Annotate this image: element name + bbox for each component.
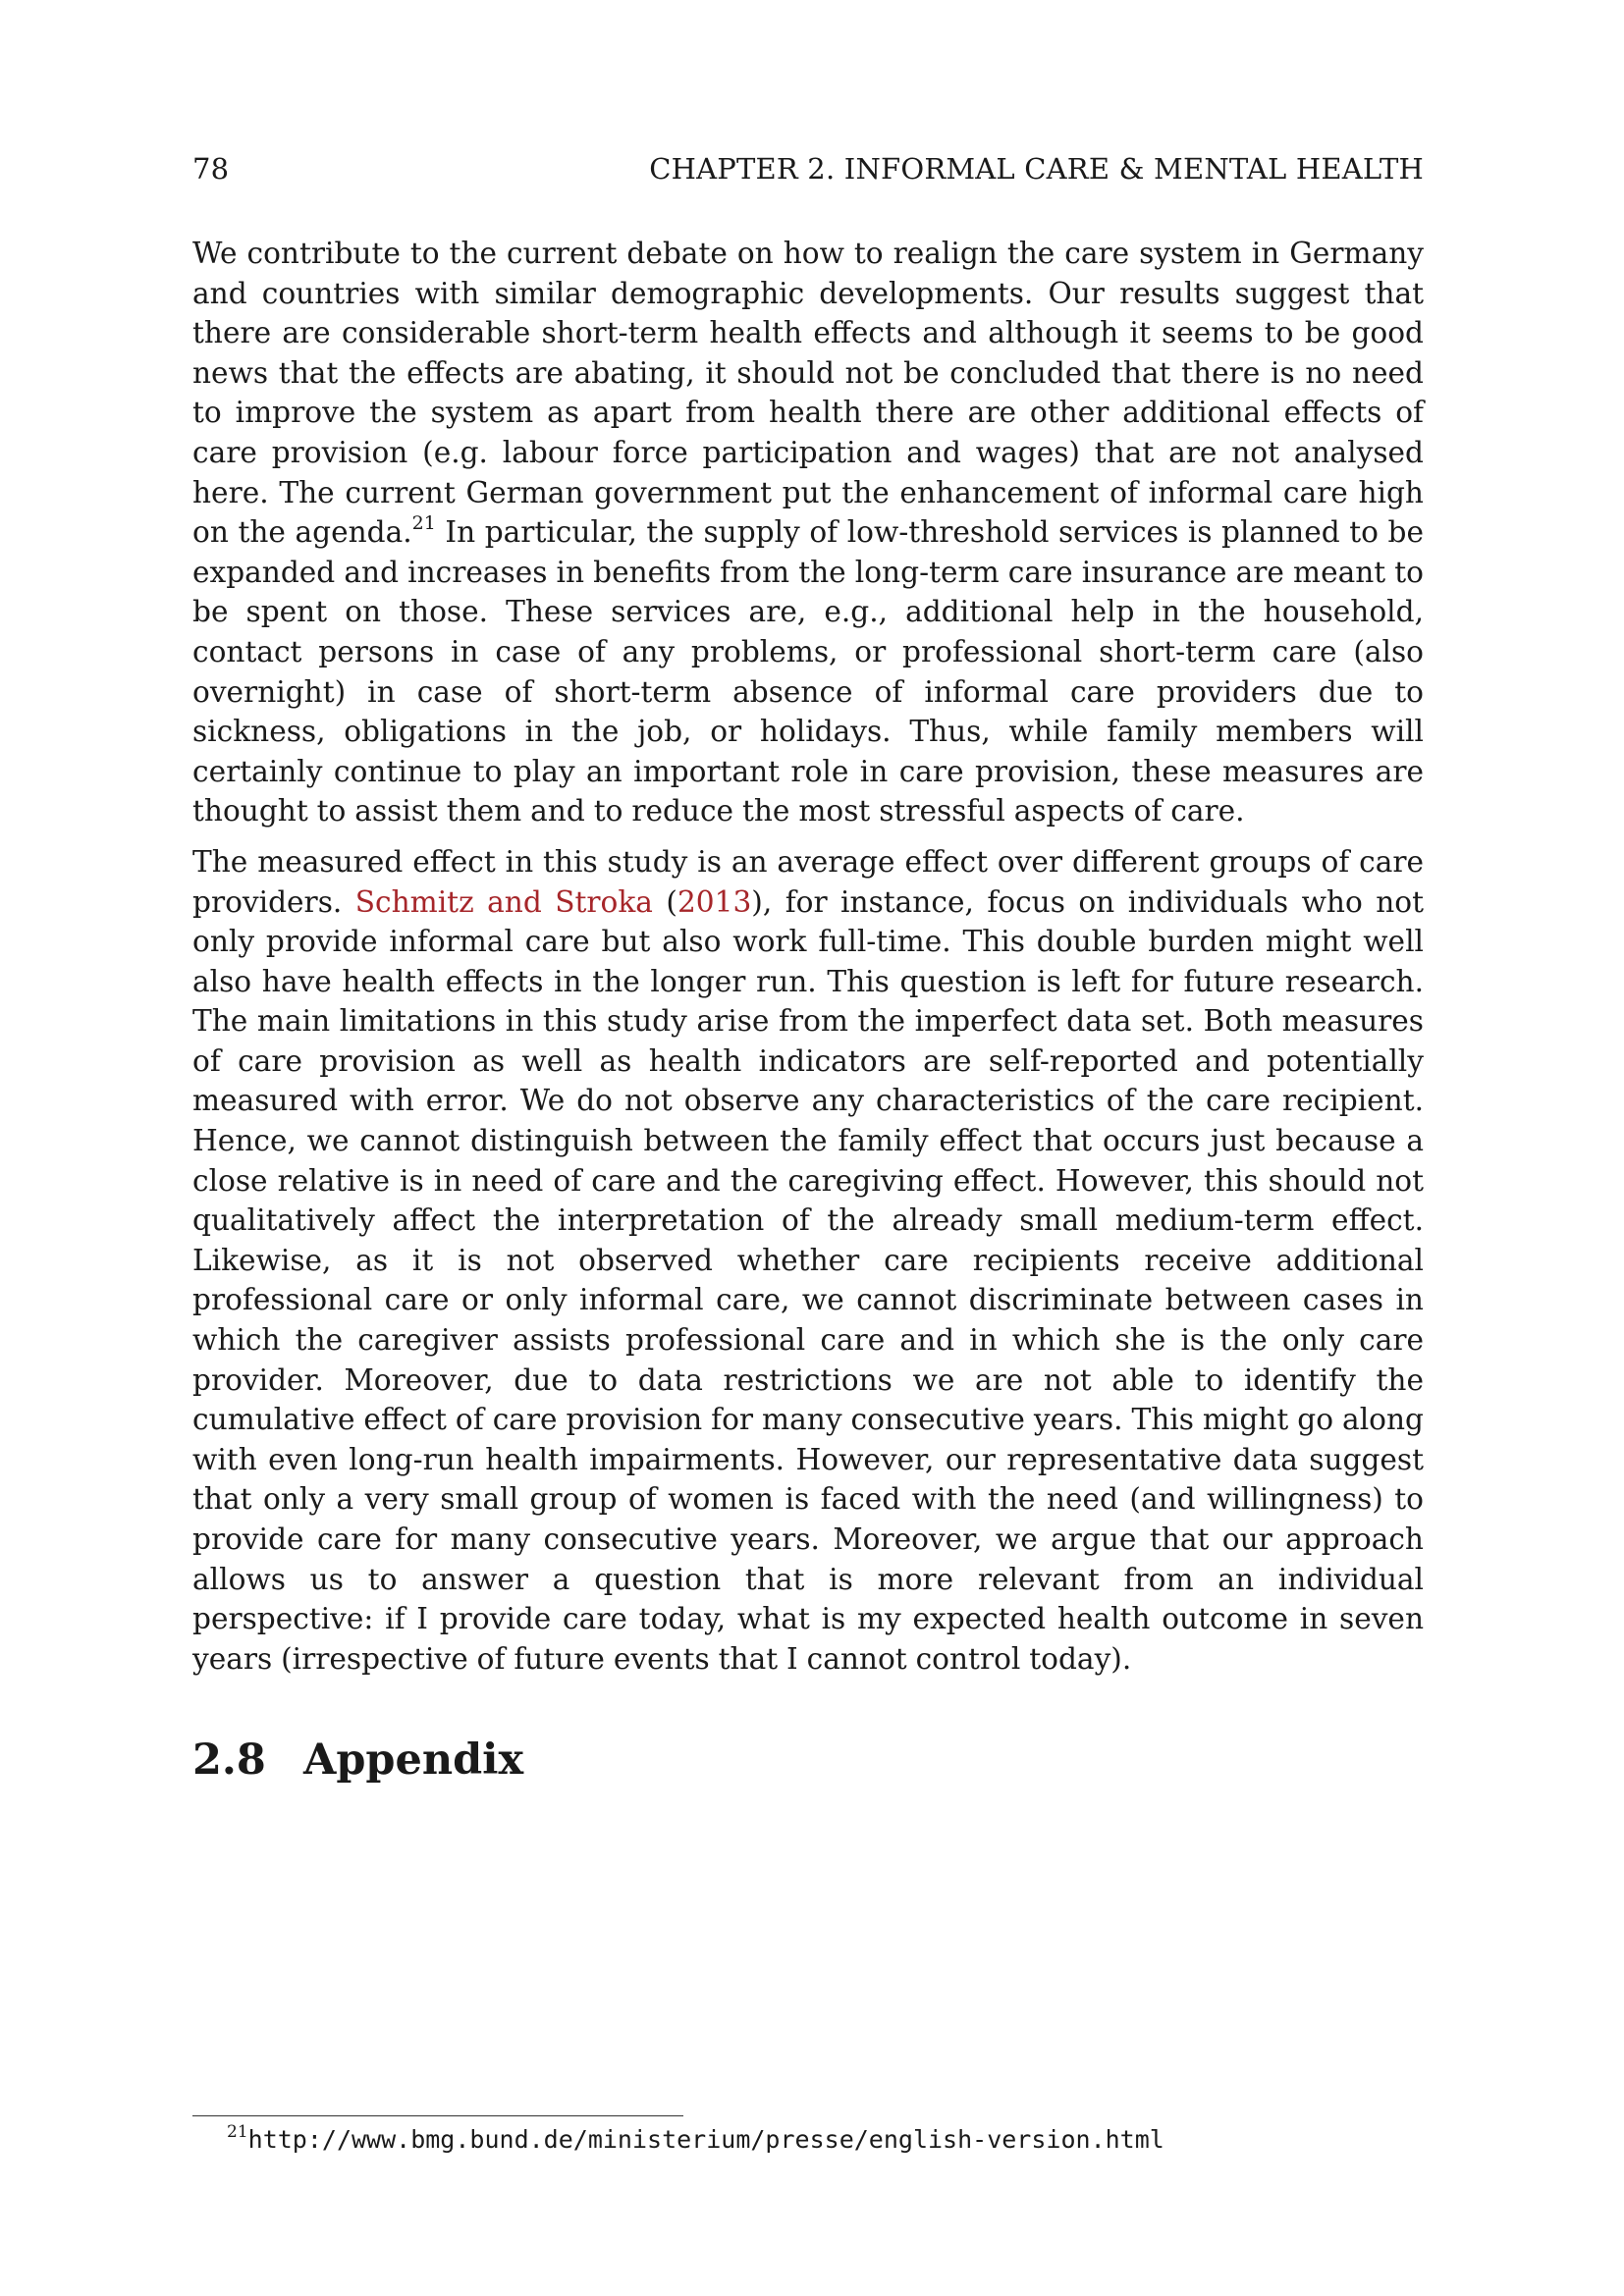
paragraph-text: , for instance, focus on individuals who not only provide informal care but also work full-time. This double burden might well also have health effects in the longer run. This question is left for future research. The main limitations in this study arise from the imperfect data set. Both measures of care provision as well as health indicators are self-reported and potentially measured with error. We do not observe any characteristics of the care recipient. Hence, we cannot distinguish between the family effect that occurs just because a close relative is in need of care and the caregiving effect. However, this should not qualitatively affect the interpretation of the already small medium-term effect. Likewise, as it is not observed whether care recipients receive additional professional care or only informal care, we cannot discriminate between cases in which the caregiver assists professional care and in which she is the only care provider. Moreover, due to data restrictions we are not able to identify the cumulative effect of care provision for many consecutive years. This might go along with even long-run health impairments. However, our representative data suggest that only a very small group of women is faced with the need (and willingness) to provide care for many consecutive years. Moreover, we argue that our approach allows us to answer a question that is more relevant from an individual perspective: if I provide care today, what is my expected health outcome in seven years (irrespective of future events that I cannot control today). xyxy=(192,884,1425,1676)
citation-link-authors[interactable]: Schmitz and Stroka xyxy=(354,884,653,919)
citation-paren-close: ) xyxy=(751,884,763,919)
footnote-reference[interactable]: 21 xyxy=(411,512,436,535)
footnote-url-link[interactable]: http://www.bmg.bund.de/ministerium/presse/english-version.html xyxy=(247,2125,1164,2154)
paragraph-limitations xyxy=(192,842,1424,1679)
section-number: 2.8 xyxy=(192,1735,266,1785)
section-heading-appendix xyxy=(192,1735,523,1785)
citation-link-year[interactable]: 2013 xyxy=(677,884,752,919)
paragraph-care-system-debate xyxy=(192,234,1424,831)
paragraph-text: The measured effect in this study is an average effect over different groups of care providers. xyxy=(192,844,1424,919)
footnote xyxy=(227,2123,1424,2157)
body-text xyxy=(192,234,1424,1679)
paragraph-text: In particular, the supply of low-threshold services is planned to be expanded and increases in benefits from the long-term care insurance are meant to be spent on those. These services are, e.g., additional help in the household, contact persons in case of any problems, or professional short-term care (also overnight) in case of short-term absence of informal care providers due to sickness, obligations in the job, or holidays. Thus, while family members will certainly continue to play an important role in care provision, these measures are thought to assist them and to reduce the most stressful aspects of care. xyxy=(192,515,1424,828)
page-number: 78 xyxy=(192,152,230,186)
footnote-number: 21 xyxy=(227,2122,248,2142)
section-title: Appendix xyxy=(303,1735,524,1785)
chapter-title: CHAPTER 2. INFORMAL CARE & MENTAL HEALTH xyxy=(649,152,1424,186)
citation-paren-open: ( xyxy=(652,884,677,919)
running-header xyxy=(192,151,1424,187)
paragraph-text: We contribute to the current debate on how to realign the care system in Germany and countries with similar demographic developments. Our results suggest that there are considerable short-term health effects and although it seems to be good news that the effects are abating, it should not be concluded that there is no need to improve the system as apart from health there are other additional effects of care provision (e.g. labour force participation and wages) that are not analysed here. The current German government put the enhancement of informal care high on the agenda. xyxy=(192,237,1424,550)
footnote-divider xyxy=(192,2115,683,2116)
